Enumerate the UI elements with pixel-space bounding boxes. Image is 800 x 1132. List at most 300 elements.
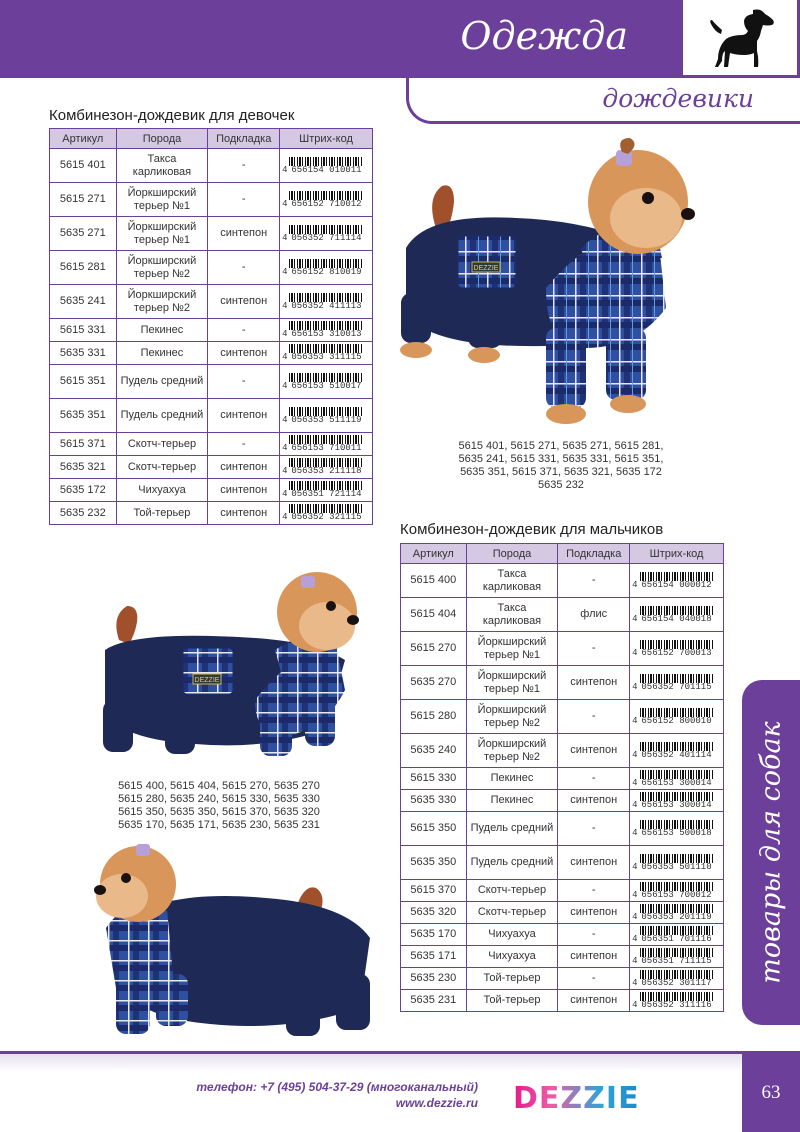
barcode	[282, 435, 370, 453]
cell-breed: Пудель средний	[466, 812, 558, 846]
cell-lining: синтепон	[558, 734, 630, 768]
barcode-digits: 056351 711115	[641, 955, 712, 966]
barcode-digits: 656153 300014	[641, 799, 712, 810]
barcode-graphic	[640, 742, 714, 760]
cell-article: 5615 401	[50, 149, 117, 183]
barcode	[282, 344, 370, 362]
cell-breed: Такса карликовая	[466, 564, 558, 598]
barcode-graphic	[640, 882, 714, 900]
barcode-first-digit: 4	[282, 443, 288, 453]
barcode	[282, 293, 370, 311]
barcode	[282, 407, 370, 425]
cell-barcode	[630, 902, 724, 924]
barcode-graphic	[640, 770, 714, 788]
barcode	[632, 948, 721, 966]
barcode-digits: 656153 710011	[291, 443, 362, 453]
barcode	[282, 373, 370, 391]
cell-barcode	[630, 990, 724, 1012]
barcode-first-digit: 4	[632, 715, 638, 726]
barcode	[632, 606, 721, 624]
barcode-digits: 656152 700013	[641, 647, 712, 658]
barcode-first-digit: 4	[282, 489, 288, 499]
cell-breed: Скотч-терьер	[116, 433, 208, 456]
barcode-graphic	[640, 948, 714, 966]
cell-breed: Йоркширский терьер №2	[116, 285, 208, 319]
cell-lining: -	[558, 700, 630, 734]
table-row	[401, 946, 724, 968]
barcode-graphic	[640, 708, 714, 726]
cell-article: 5615 370	[401, 880, 467, 902]
cell-barcode	[630, 598, 724, 632]
barcode-first-digit: 4	[282, 329, 288, 339]
table-header-row	[401, 544, 724, 564]
barcode-digits: 056351 721114	[291, 489, 362, 499]
barcode-graphic	[289, 435, 363, 453]
boys-heading: Комбинезон-дождевик для мальчиков	[400, 521, 664, 538]
cell-breed: Чихуахуа	[466, 924, 558, 946]
table-row	[401, 632, 724, 666]
cell-lining: -	[208, 433, 280, 456]
cell-lining: синтепон	[558, 902, 630, 924]
barcode-graphic	[289, 259, 363, 277]
barcode-digits: 656153 500018	[641, 827, 712, 838]
cell-barcode	[630, 924, 724, 946]
footer-phone: телефон: +7 (495) 504-37-29 (многоканальный)	[196, 1080, 478, 1094]
cell-article: 5615 351	[50, 365, 117, 399]
barcode-digits: 056352 401114	[641, 749, 712, 760]
cell-breed: Скотч-терьер	[466, 902, 558, 924]
cell-barcode	[630, 968, 724, 990]
cell-lining: синтепон	[558, 990, 630, 1012]
barcode-digits: 056353 201119	[641, 911, 712, 922]
caption-line: 5635 232	[538, 479, 584, 491]
table-row	[401, 734, 724, 768]
cell-article: 5635 241	[50, 285, 117, 319]
barcode-digits: 056353 211118	[291, 466, 362, 476]
barcode-first-digit: 4	[632, 933, 638, 944]
table-row	[50, 433, 373, 456]
barcode-graphic	[289, 321, 363, 339]
cell-breed: Той-терьер	[116, 502, 208, 525]
cell-breed: Пудель средний	[116, 399, 208, 433]
barcode-first-digit: 4	[632, 955, 638, 966]
barcode-graphic	[289, 225, 363, 243]
table-row	[401, 700, 724, 734]
barcode-graphic	[289, 191, 363, 209]
cell-article: 5615 281	[50, 251, 117, 285]
barcode-digits: 656152 800010	[641, 715, 712, 726]
cell-lining: -	[558, 564, 630, 598]
cell-article: 5615 371	[50, 433, 117, 456]
cell-article: 5635 172	[50, 479, 117, 502]
table-row	[50, 285, 373, 319]
barcode-digits: 656153 310013	[291, 329, 362, 339]
cell-article: 5635 232	[50, 502, 117, 525]
table-row	[50, 149, 373, 183]
barcode-first-digit: 4	[632, 977, 638, 988]
barcode-first-digit: 4	[282, 198, 288, 209]
barcode-graphic	[289, 293, 363, 311]
barcode-first-digit: 4	[632, 911, 638, 922]
cell-article: 5635 331	[50, 342, 117, 365]
col-barcode: Штрих-код	[280, 129, 373, 149]
cell-barcode	[630, 946, 724, 968]
girls-raincoat-photo	[396, 138, 696, 434]
cell-article: 5635 321	[50, 456, 117, 479]
cell-breed: Пекинес	[466, 790, 558, 812]
col-article: Артикул	[50, 129, 117, 149]
barcode-digits: 656152 810019	[291, 266, 362, 277]
footer-gradient	[0, 1054, 742, 1072]
cell-breed: Йоркширский терьер №1	[116, 217, 208, 251]
cell-lining: -	[208, 251, 280, 285]
caption-line: 5615 400, 5615 404, 5615 270, 5635 270	[118, 780, 320, 792]
cell-breed: Йоркширский терьер №1	[116, 183, 208, 217]
caption-line: 5615 350, 5635 350, 5615 370, 5635 320	[118, 806, 320, 818]
cell-barcode	[630, 666, 724, 700]
boys-raincoat-photo-1	[95, 570, 365, 770]
barcode	[632, 792, 721, 810]
barcode	[282, 157, 370, 175]
cell-barcode	[630, 768, 724, 790]
cell-breed: Скотч-терьер	[466, 880, 558, 902]
dog-silhouette-icon	[707, 6, 777, 72]
barcode	[632, 926, 721, 944]
barcode-graphic	[289, 481, 363, 499]
barcode	[632, 572, 721, 590]
cell-article: 5635 351	[50, 399, 117, 433]
barcode-graphic	[640, 904, 714, 922]
table-row	[50, 479, 373, 502]
barcode-graphic	[640, 992, 714, 1010]
cell-article: 5635 231	[401, 990, 467, 1012]
cell-article: 5635 240	[401, 734, 467, 768]
cell-lining: -	[558, 632, 630, 666]
table-row	[401, 924, 724, 946]
barcode-first-digit: 4	[282, 266, 288, 277]
cell-barcode	[280, 433, 373, 456]
barcode-digits: 656154 000012	[641, 579, 712, 590]
cell-article: 5615 404	[401, 598, 467, 632]
cell-lining: -	[558, 768, 630, 790]
table-row	[50, 502, 373, 525]
cell-barcode	[630, 846, 724, 880]
table-row	[50, 251, 373, 285]
barcode-graphic	[640, 606, 714, 624]
cell-lining: -	[208, 365, 280, 399]
table-row	[401, 768, 724, 790]
barcode-graphic	[640, 854, 714, 872]
page-number: 63	[742, 1054, 800, 1132]
barcode	[282, 458, 370, 476]
barcode-digits: 056351 701116	[641, 933, 712, 944]
barcode-first-digit: 4	[632, 681, 638, 692]
cell-breed: Йоркширский терьер №2	[116, 251, 208, 285]
barcode-first-digit: 4	[282, 300, 288, 311]
cell-breed: Йоркширский терьер №1	[466, 666, 558, 700]
cell-barcode	[280, 285, 373, 319]
cell-article: 5615 280	[401, 700, 467, 734]
barcode-digits: 656153 300014	[641, 777, 712, 788]
barcode-first-digit: 4	[632, 861, 638, 872]
barcode-digits: 656153 510017	[291, 380, 362, 391]
barcode-graphic	[289, 344, 363, 362]
cell-breed: Чихуахуа	[116, 479, 208, 502]
cell-lining: синтепон	[558, 846, 630, 880]
barcode-first-digit: 4	[282, 164, 288, 175]
cell-barcode	[280, 502, 373, 525]
cell-breed: Той-терьер	[466, 968, 558, 990]
col-lining: Подкладка	[558, 544, 630, 564]
cell-barcode	[280, 365, 373, 399]
side-tab-label	[742, 680, 800, 1025]
cell-article: 5635 330	[401, 790, 467, 812]
footer-site[interactable]: www.dezzie.ru	[395, 1096, 478, 1110]
barcode-first-digit: 4	[282, 466, 288, 476]
cell-article: 5615 271	[50, 183, 117, 217]
cell-barcode	[630, 632, 724, 666]
barcode-graphic	[640, 926, 714, 944]
cell-breed: Той-терьер	[466, 990, 558, 1012]
table-row	[50, 342, 373, 365]
cell-breed: Такса карликовая	[116, 149, 208, 183]
cell-lining: -	[208, 183, 280, 217]
barcode	[632, 770, 721, 788]
cell-article: 5635 320	[401, 902, 467, 924]
barcode	[282, 259, 370, 277]
table-row	[401, 990, 724, 1012]
col-article: Артикул	[401, 544, 467, 564]
barcode-graphic	[640, 970, 714, 988]
cell-lining: -	[558, 968, 630, 990]
cell-barcode	[280, 251, 373, 285]
table-row	[401, 598, 724, 632]
cell-article: 5615 331	[50, 319, 117, 342]
barcode	[632, 882, 721, 900]
table-row	[50, 183, 373, 217]
cell-lining: синтепон	[208, 502, 280, 525]
cell-lining: синтепон	[208, 456, 280, 479]
barcode	[282, 191, 370, 209]
barcode-first-digit: 4	[632, 579, 638, 590]
caption-line: 5635 241, 5615 331, 5635 331, 5615 351,	[458, 453, 664, 465]
barcode-first-digit: 4	[632, 999, 638, 1010]
table-row	[401, 666, 724, 700]
barcode	[632, 708, 721, 726]
barcode-digits: 656154 040018	[641, 613, 712, 624]
barcode-first-digit: 4	[632, 777, 638, 788]
barcode-first-digit: 4	[282, 414, 288, 425]
barcode-digits: 656153 700012	[641, 889, 712, 900]
barcode	[282, 225, 370, 243]
barcode-first-digit: 4	[282, 232, 288, 243]
cell-barcode	[630, 734, 724, 768]
side-tab-text: товары для собак	[755, 721, 787, 984]
table-row	[401, 790, 724, 812]
cell-lining: синтепон	[208, 217, 280, 251]
barcode-first-digit: 4	[632, 889, 638, 900]
table-row	[50, 319, 373, 342]
barcode	[632, 904, 721, 922]
pocket-tag: DEZZIE	[473, 265, 499, 272]
barcode-digits: 056352 701115	[641, 681, 712, 692]
girls-heading: Комбинезон-дождевик для девочек	[49, 107, 295, 124]
barcode	[632, 640, 721, 658]
caption-line: 5615 280, 5635 240, 5615 330, 5635 330	[118, 793, 320, 805]
barcode	[632, 820, 721, 838]
col-breed: Порода	[466, 544, 558, 564]
cell-lining: синтепон	[208, 285, 280, 319]
barcode-graphic	[289, 458, 363, 476]
cell-article: 5635 230	[401, 968, 467, 990]
pocket-tag: DEZZIE	[194, 677, 220, 684]
caption-line: 5635 170, 5635 171, 5635 230, 5635 231	[118, 819, 320, 831]
cell-breed: Скотч-терьер	[116, 456, 208, 479]
barcode-first-digit: 4	[282, 352, 288, 362]
cell-barcode	[280, 479, 373, 502]
barcode-graphic	[289, 504, 363, 522]
table-row	[50, 456, 373, 479]
barcode-graphic	[640, 792, 714, 810]
cell-lining: синтепон	[208, 399, 280, 433]
col-barcode: Штрих-код	[630, 544, 724, 564]
table-row	[50, 399, 373, 433]
cell-barcode	[280, 149, 373, 183]
barcode-graphic	[289, 407, 363, 425]
cell-article: 5615 350	[401, 812, 467, 846]
table-header-row	[50, 129, 373, 149]
barcode	[282, 504, 370, 522]
cell-article: 5615 330	[401, 768, 467, 790]
barcode-first-digit: 4	[632, 827, 638, 838]
cell-breed: Йоркширский терьер №2	[466, 700, 558, 734]
cell-lining: синтепон	[558, 666, 630, 700]
cell-article: 5635 270	[401, 666, 467, 700]
cell-barcode	[280, 456, 373, 479]
barcode	[632, 970, 721, 988]
cell-barcode	[280, 217, 373, 251]
table-row	[401, 846, 724, 880]
cell-breed: Йоркширский терьер №1	[466, 632, 558, 666]
cell-barcode	[280, 399, 373, 433]
barcode-digits: 056352 711114	[291, 232, 362, 243]
barcode-first-digit: 4	[632, 613, 638, 624]
cell-lining: -	[558, 924, 630, 946]
barcode-first-digit: 4	[632, 749, 638, 760]
barcode-digits: 656154 010011	[291, 164, 362, 175]
barcode-graphic	[640, 640, 714, 658]
cell-barcode	[280, 342, 373, 365]
barcode	[282, 321, 370, 339]
barcode	[632, 992, 721, 1010]
cell-breed: Пудель средний	[466, 846, 558, 880]
cell-breed: Пудель средний	[116, 365, 208, 399]
caption-line: 5635 351, 5615 371, 5635 321, 5635 172	[460, 466, 662, 478]
header-icon-box	[680, 0, 800, 78]
cell-barcode	[280, 183, 373, 217]
cell-article: 5635 271	[50, 217, 117, 251]
cell-barcode	[630, 812, 724, 846]
barcode-digits: 056352 311116	[641, 999, 712, 1010]
cell-lining: -	[558, 880, 630, 902]
cell-article: 5615 270	[401, 632, 467, 666]
barcode-first-digit: 4	[632, 647, 638, 658]
barcode-graphic	[640, 674, 714, 692]
cell-barcode	[630, 700, 724, 734]
girls-photo-caption	[426, 440, 696, 492]
barcode-graphic	[640, 820, 714, 838]
barcode	[632, 854, 721, 872]
barcode	[282, 481, 370, 499]
cell-lining: -	[208, 149, 280, 183]
cell-breed: Такса карликовая	[466, 598, 558, 632]
barcode-digits: 056353 501110	[641, 861, 712, 872]
barcode	[632, 674, 721, 692]
barcode-graphic	[640, 572, 714, 590]
girls-table	[49, 128, 373, 525]
cell-lining: синтепон	[208, 479, 280, 502]
barcode-digits: 056353 511119	[291, 414, 362, 425]
cell-lining: синтепон	[208, 342, 280, 365]
page-subtitle: дождевики	[602, 84, 754, 113]
cell-lining: синтепон	[558, 946, 630, 968]
barcode-digits: 056352 321115	[291, 512, 362, 522]
cell-breed: Йоркширский терьер №2	[466, 734, 558, 768]
barcode-digits: 656152 710012	[291, 198, 362, 209]
boys-table	[400, 543, 724, 1012]
barcode-digits: 056352 301117	[641, 977, 712, 988]
cell-barcode	[630, 790, 724, 812]
boys-raincoat-photo-2	[86, 838, 382, 1048]
barcode-graphic	[289, 373, 363, 391]
cell-breed: Пекинес	[466, 768, 558, 790]
caption-line: 5615 401, 5615 271, 5635 271, 5615 281,	[458, 440, 664, 452]
barcode-first-digit: 4	[632, 799, 638, 810]
barcode-graphic	[289, 157, 363, 175]
table-row	[401, 968, 724, 990]
col-lining: Подкладка	[208, 129, 280, 149]
boys-photo-caption	[104, 780, 334, 832]
table-row	[50, 217, 373, 251]
table-row	[401, 812, 724, 846]
barcode-first-digit: 4	[282, 380, 288, 391]
cell-breed: Чихуахуа	[466, 946, 558, 968]
cell-breed: Пекинес	[116, 342, 208, 365]
cell-barcode	[630, 880, 724, 902]
table-row	[401, 564, 724, 598]
col-breed: Порода	[116, 129, 208, 149]
cell-article: 5615 400	[401, 564, 467, 598]
cell-article: 5635 350	[401, 846, 467, 880]
brand-logo: DEZZIE	[513, 1081, 640, 1116]
cell-barcode	[280, 319, 373, 342]
barcode	[632, 742, 721, 760]
table-row	[401, 902, 724, 924]
cell-article: 5635 170	[401, 924, 467, 946]
barcode-digits: 056352 411113	[291, 300, 362, 311]
table-row	[401, 880, 724, 902]
cell-lining: синтепон	[558, 790, 630, 812]
cell-lining: флис	[558, 598, 630, 632]
barcode-digits: 056353 311115	[291, 352, 362, 362]
cell-barcode	[630, 564, 724, 598]
barcode-first-digit: 4	[282, 512, 288, 522]
page-title: Одежда	[460, 14, 628, 58]
cell-lining: -	[558, 812, 630, 846]
cell-lining: -	[208, 319, 280, 342]
cell-article: 5635 171	[401, 946, 467, 968]
cell-breed: Пекинес	[116, 319, 208, 342]
